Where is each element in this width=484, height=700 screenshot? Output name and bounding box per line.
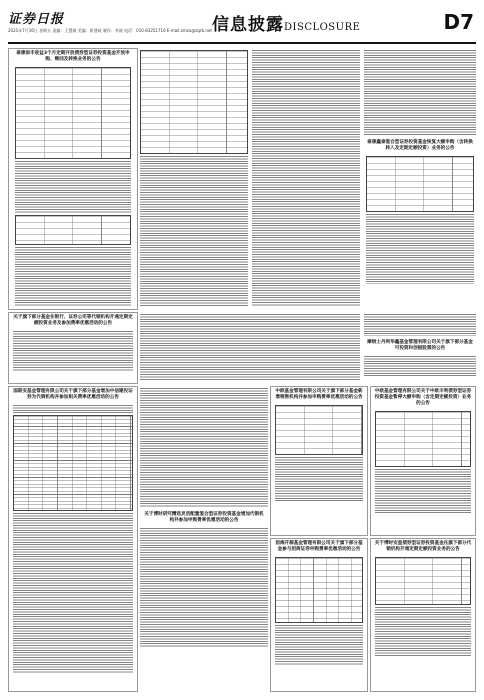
- dateline: 2021年7月16日 星期五 责编：王慧娟 美编：崔建岐 制作：李波 电话：010-83251716 E-mail:zmzx@zqrb.net: [8, 28, 212, 33]
- notice-table-h: [375, 411, 471, 467]
- newspaper-logo: 证券日报: [8, 12, 65, 27]
- notice-block-h: [370, 386, 476, 536]
- notice-title-h: 中欧基金管理有限公司关于中欧丰利债券型证券投资基金暂停大额申购（含定期定额投资）业务的公告: [374, 389, 472, 406]
- notice-block-b: [8, 312, 138, 384]
- continuation-body-4: [140, 388, 268, 508]
- notice-title-g: 中欧基金管理有限公司关于旗下部分基金新增销售机构并参加申购费率优惠活动的公告: [275, 389, 363, 400]
- continuation-body-1: [140, 156, 248, 306]
- notice-title-a: 泰康添丰收益3个月定期开放债券型证券投资基金开放申购、赎回及转换业务的公告: [16, 51, 130, 62]
- notice-block-g: [270, 386, 368, 536]
- continuation-body-3: [364, 50, 476, 136]
- notice-body-a: [15, 161, 131, 213]
- page-number: D7: [443, 10, 474, 34]
- notice-block-d-wrap: [364, 48, 476, 310]
- notice-body-h: [375, 469, 471, 513]
- continuation-table-1: [140, 50, 248, 154]
- notice-body-d: [366, 214, 474, 284]
- continuation-column-4: [140, 386, 268, 692]
- continuation-body-2: [252, 50, 360, 306]
- masthead: [8, 6, 476, 44]
- notice-body-b2: [140, 314, 360, 380]
- notice-table-a: [15, 67, 131, 159]
- notice-block-f: [8, 386, 138, 692]
- notice-block-e: [364, 312, 476, 384]
- section-title-en: DISCLOSURE: [284, 22, 361, 33]
- notice-block-k: [370, 538, 476, 692]
- notice-body-a2: [15, 247, 131, 307]
- continuation-column-1: [140, 48, 248, 310]
- notice-body-b: [13, 331, 133, 371]
- notice-title-k: 关于博时安盈债券型证券投资基金在旗下部分代销机构开通定期定额投资业务的公告: [374, 541, 472, 552]
- continuation-column-2: [252, 48, 360, 310]
- notice-title-j: 前海开源基金管理有限公司关于旗下部分基金参与招商证券申购费率优惠活动的公告: [275, 541, 363, 552]
- notice-table-k: [375, 557, 471, 605]
- notice-body-e: [364, 356, 476, 376]
- notice-block-a: [8, 48, 138, 310]
- notice-title-d: 泰康鑫泰混合型证券投资基金恢复大额申购（含转换转入及定期定额投资）业务的公告: [367, 140, 473, 151]
- notice-title-f: 国联安基金管理有限公司关于旗下部分基金增加中信建投证券为代销机构并参加相关费率优惠活动的公告: [13, 389, 133, 400]
- notice-body-e-pre: [364, 314, 476, 336]
- section-title-cn: 信息披露: [212, 15, 284, 35]
- notice-title-b: 关于旗下部分基金在银行、证券公司等代销机构开通定期定额投资业务及参加费率优惠活动的公告: [13, 315, 133, 326]
- notice-table-f: [13, 415, 133, 511]
- notice-table-a2: [15, 215, 131, 245]
- notice-body-i: [140, 528, 268, 648]
- notice-title-e: 摩根士丹利华鑫基金管理有限公司关于旗下部分基金可投资科创板股票的公告: [367, 340, 473, 351]
- notice-title-i: 关于博时研究精选灵活配置混合型证券投资基金增加代销机构并参加申购费率优惠活动的公告: [144, 512, 264, 523]
- notice-body-j: [275, 625, 363, 665]
- notice-table-d: [366, 156, 474, 212]
- notice-block-j: [270, 538, 368, 692]
- notice-body-g: [275, 457, 363, 501]
- notice-block-b-cont: [140, 312, 360, 384]
- notice-body-f: [13, 405, 133, 413]
- notice-table-j: [275, 557, 363, 623]
- notice-table-g: [275, 405, 363, 455]
- notice-body-k: [375, 607, 471, 657]
- section-title: [212, 10, 360, 35]
- notice-body-f2: [13, 513, 133, 673]
